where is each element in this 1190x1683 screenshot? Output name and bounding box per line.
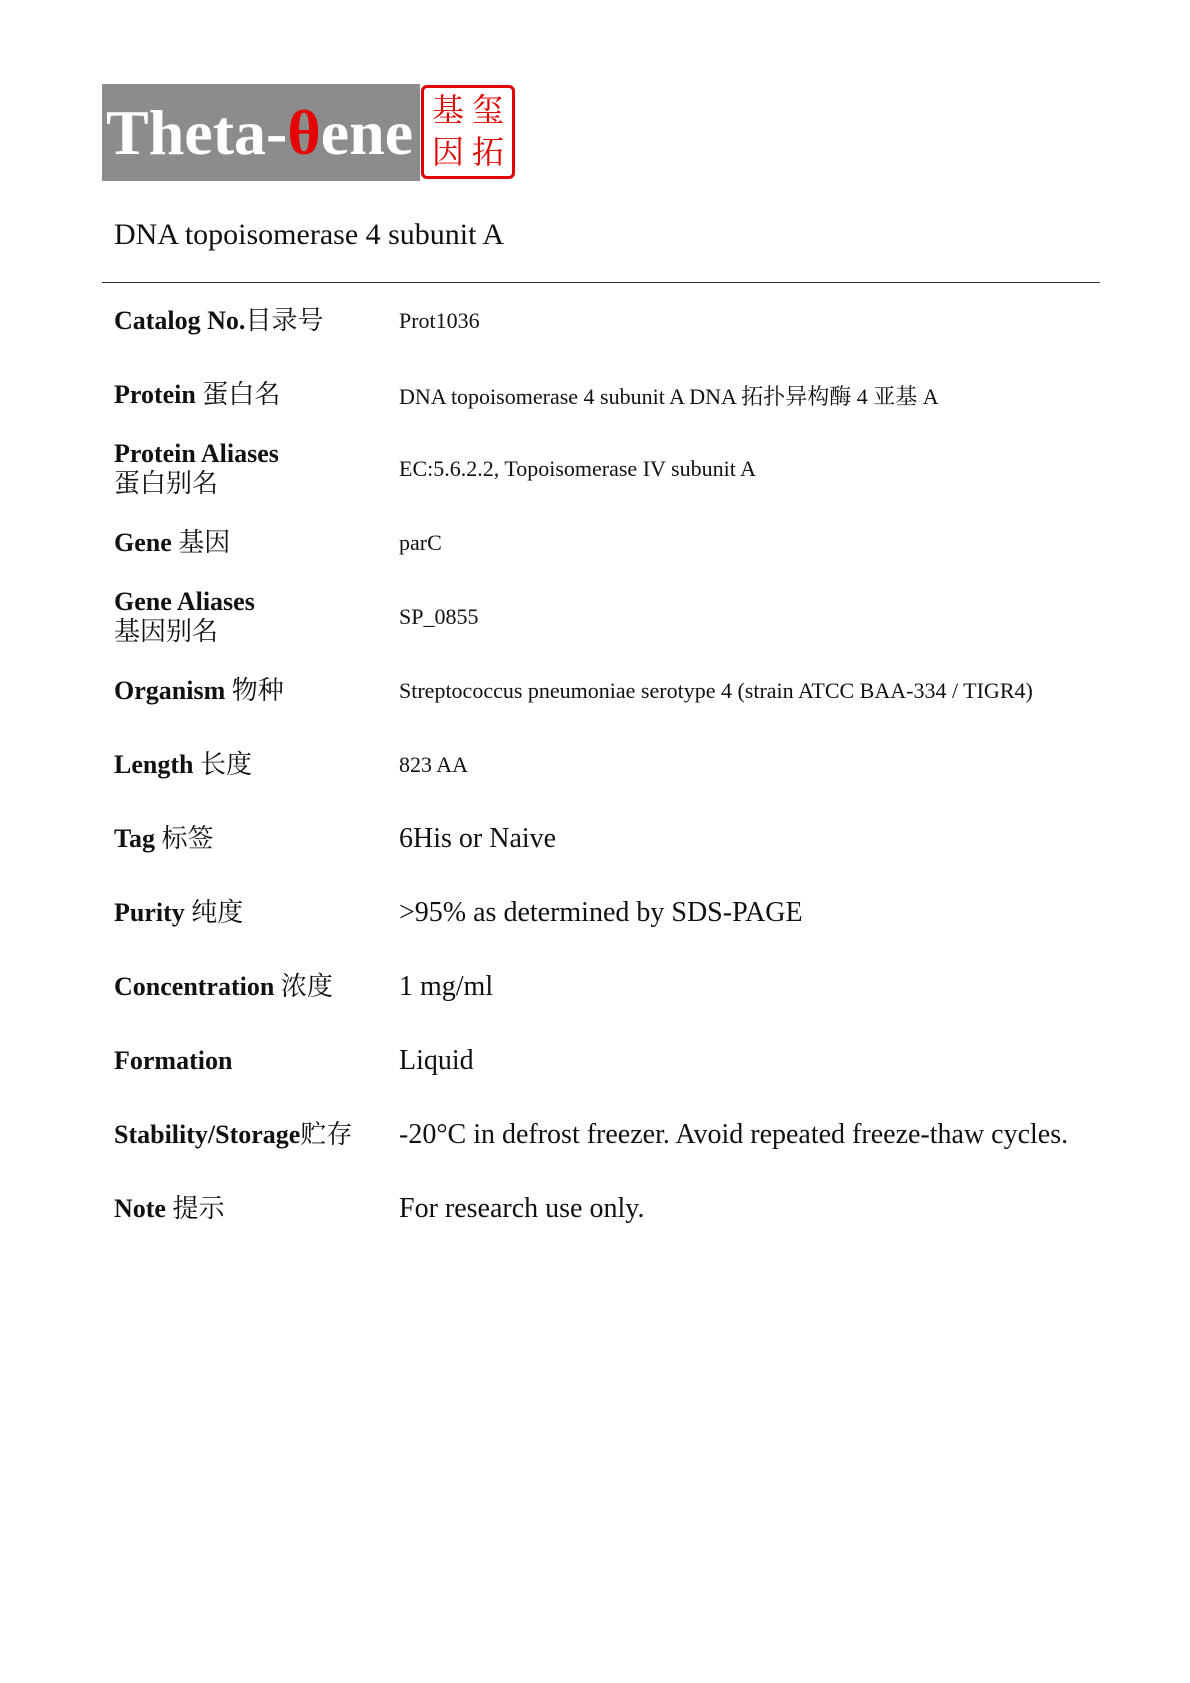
spec-label-line bbox=[114, 675, 394, 707]
spec-row bbox=[114, 1026, 1100, 1096]
spec-label-cn: 纯度 bbox=[191, 898, 244, 928]
company-logo bbox=[102, 84, 515, 181]
logo-text-prefix: Theta- bbox=[106, 96, 288, 168]
spec-value: Liquid bbox=[399, 1045, 474, 1076]
spec-label-en: Protein Aliases bbox=[114, 439, 279, 468]
spec-label bbox=[114, 656, 394, 726]
spec-label-en: Catalog No. bbox=[114, 306, 246, 335]
logo-seal-stamp bbox=[421, 85, 515, 179]
spec-value: 6His or Naive bbox=[399, 823, 557, 854]
title-divider bbox=[102, 282, 1100, 283]
spec-label bbox=[114, 878, 394, 948]
spec-label bbox=[114, 360, 394, 430]
spec-label-en: Organism bbox=[114, 676, 232, 705]
spec-label-line bbox=[114, 897, 394, 929]
spec-row bbox=[114, 1100, 1100, 1170]
spec-label-cn: 物种 bbox=[231, 676, 284, 706]
spec-row bbox=[114, 730, 1100, 800]
seal-char: 因 bbox=[431, 133, 464, 171]
spec-label-cn: 提示 bbox=[172, 1194, 225, 1224]
document-title: DNA topoisomerase 4 subunit A bbox=[114, 218, 504, 251]
logo-wordmark bbox=[102, 84, 420, 181]
logo-theta-symbol: θ bbox=[287, 96, 321, 168]
spec-row bbox=[114, 286, 1100, 356]
logo-text-suffix: ene bbox=[320, 96, 414, 168]
spec-row bbox=[114, 360, 1100, 430]
spec-label-cn: 长度 bbox=[199, 750, 252, 780]
spec-label bbox=[114, 1100, 394, 1170]
spec-row bbox=[114, 952, 1100, 1022]
spec-label-cn: 基因 bbox=[178, 528, 231, 558]
spec-value: parC bbox=[399, 530, 442, 555]
spec-label-en: Protein bbox=[114, 380, 203, 409]
spec-value: -20°C in defrost freezer. Avoid repeated freeze-thaw cycles. bbox=[399, 1119, 1069, 1150]
spec-label-en: Gene Aliases bbox=[114, 587, 255, 616]
spec-value: EC:5.6.2.2, Topoisomerase IV subunit A bbox=[399, 456, 756, 481]
spec-label-en: Purity bbox=[114, 898, 192, 927]
seal-char: 基 bbox=[431, 91, 464, 129]
spec-label bbox=[114, 804, 394, 874]
spec-label-en: Note bbox=[114, 1194, 173, 1223]
spec-label-en: Stability/Storage bbox=[114, 1120, 301, 1149]
spec-value: 823 AA bbox=[399, 752, 469, 777]
spec-label-en: Gene bbox=[114, 528, 179, 557]
spec-label bbox=[114, 1174, 394, 1244]
spec-value: For research use only. bbox=[399, 1193, 645, 1224]
spec-label-en: Concentration bbox=[114, 972, 281, 1001]
spec-label-line bbox=[114, 1045, 394, 1077]
spec-value: SP_0855 bbox=[399, 604, 479, 629]
spec-row bbox=[114, 878, 1100, 948]
spec-label bbox=[114, 434, 394, 504]
spec-label-en: Formation bbox=[114, 1046, 233, 1075]
seal-char: 拓 bbox=[471, 133, 504, 171]
spec-label-line bbox=[114, 823, 394, 855]
spec-label-line bbox=[114, 749, 394, 781]
spec-label-cn: 蛋白名 bbox=[202, 380, 281, 410]
spec-label-line bbox=[114, 379, 394, 411]
spec-label-line bbox=[114, 1119, 394, 1151]
spec-label-line bbox=[114, 1193, 394, 1225]
spec-label-cn: 贮存 bbox=[300, 1120, 353, 1150]
spec-label-line bbox=[114, 305, 394, 337]
spec-label-line bbox=[114, 971, 394, 1003]
spec-label bbox=[114, 508, 394, 578]
spec-label-en: Tag bbox=[114, 824, 162, 853]
spec-label-en: Length bbox=[114, 750, 200, 779]
spec-label bbox=[114, 582, 394, 652]
spec-row bbox=[114, 434, 1100, 504]
spec-value: DNA topoisomerase 4 subunit A DNA 拓扑异构酶 4 亚基 A bbox=[399, 383, 939, 409]
spec-label-cn: 蛋白别名 bbox=[114, 469, 219, 499]
spec-value: Prot1036 bbox=[399, 308, 480, 333]
spec-label-cn: 浓度 bbox=[280, 972, 333, 1002]
spec-label bbox=[114, 1026, 394, 1096]
spec-value: Streptococcus pneumoniae serotype 4 (strain ATCC BAA-334 / TIGR4) bbox=[399, 678, 1033, 703]
spec-label-cn: 标签 bbox=[161, 824, 214, 854]
spec-label-line bbox=[114, 527, 394, 559]
spec-value: 1 mg/ml bbox=[399, 971, 494, 1002]
spec-label-cn: 基因别名 bbox=[114, 617, 219, 647]
spec-label bbox=[114, 952, 394, 1022]
spec-label bbox=[114, 286, 394, 356]
spec-row bbox=[114, 656, 1100, 726]
spec-row bbox=[114, 804, 1100, 874]
spec-row bbox=[114, 1174, 1100, 1244]
spec-row bbox=[114, 508, 1100, 578]
spec-value: >95% as determined by SDS-PAGE bbox=[399, 897, 803, 928]
seal-char: 玺 bbox=[471, 91, 504, 129]
spec-label bbox=[114, 730, 394, 800]
spec-label-cn: 目录号 bbox=[245, 306, 324, 336]
spec-row bbox=[114, 582, 1100, 652]
